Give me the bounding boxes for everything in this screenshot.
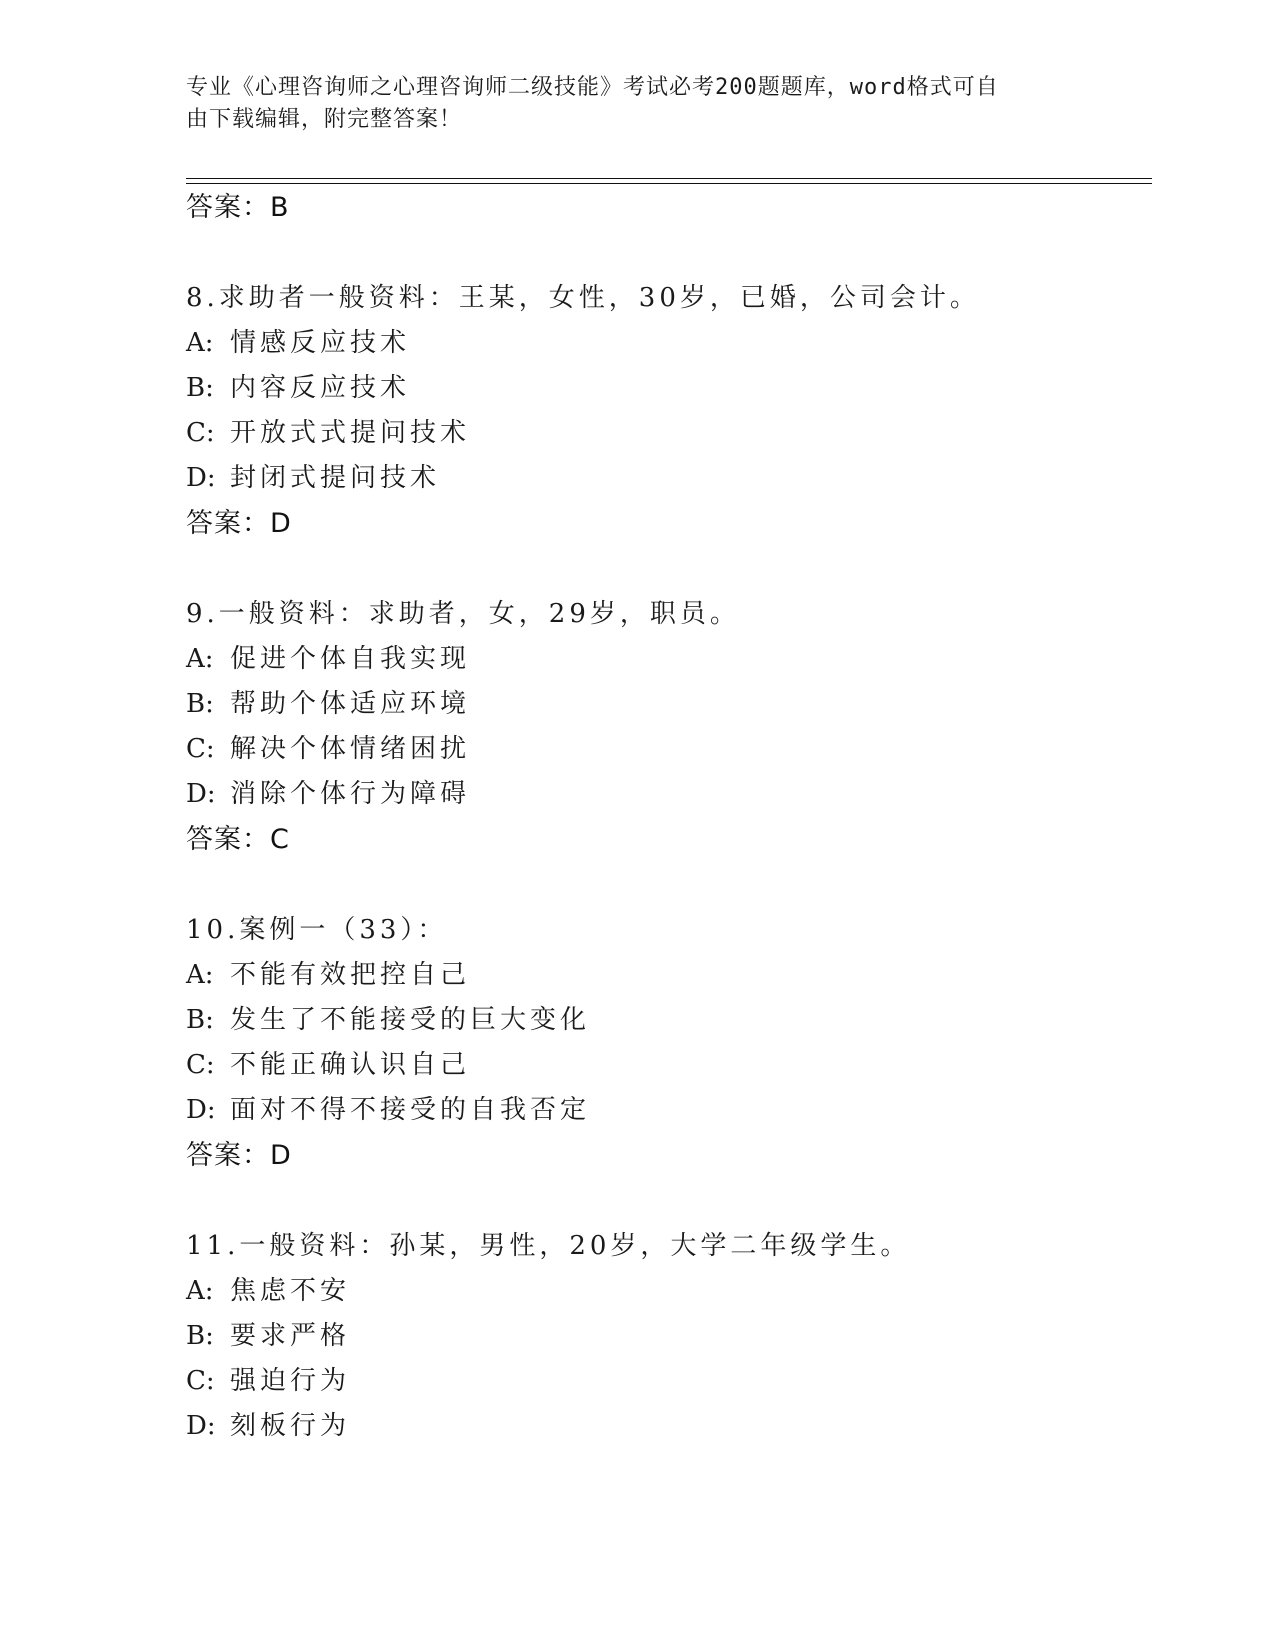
option-10-b (186, 1002, 590, 1038)
option-letter: B: (186, 1005, 214, 1035)
option-letter: D: (186, 463, 216, 493)
option-text: 解决个体情绪困扰 (230, 734, 471, 764)
option-11-c (186, 1363, 350, 1399)
option-text: 刻板行为 (230, 1411, 351, 1441)
option-text: 发生了不能接受的巨大变化 (230, 1005, 591, 1035)
answer-8: 答案：D (186, 508, 292, 539)
option-letter: C: (186, 418, 215, 448)
option-text: 开放式式提问技术 (230, 418, 471, 448)
header-divider-bottom (186, 183, 1152, 184)
option-letter: A: (186, 1276, 214, 1306)
option-text: 要求严格 (230, 1321, 351, 1351)
question-stem-11: 11.一般资料：孙某，男性，20岁，大学二年级学生。 (186, 1231, 911, 1261)
option-letter: C: (186, 1050, 215, 1080)
option-10-a (186, 957, 470, 993)
option-letter: B: (186, 689, 214, 719)
question-stem-8: 8.求助者一般资料：王某，女性，30岁，已婚，公司会计。 (186, 283, 980, 313)
option-10-d (186, 1092, 590, 1128)
option-10-c (186, 1047, 470, 1083)
document-header (186, 72, 1066, 136)
option-letter: D: (186, 1411, 216, 1441)
option-text: 面对不得不接受的自我否定 (230, 1095, 591, 1125)
option-11-a (186, 1273, 350, 1309)
option-text: 不能正确认识自己 (230, 1050, 471, 1080)
option-11-d (186, 1408, 350, 1444)
option-letter: A: (186, 960, 214, 990)
option-letter: A: (186, 328, 214, 358)
option-8-c (186, 415, 470, 451)
option-9-b (186, 686, 470, 722)
option-text: 焦虑不安 (230, 1276, 351, 1306)
question-stem-9: 9.一般资料：求助者，女，29岁，职员。 (186, 599, 740, 629)
option-9-a (186, 641, 470, 677)
option-8-a (186, 325, 410, 361)
option-letter: B: (186, 1321, 214, 1351)
option-text: 强迫行为 (230, 1366, 351, 1396)
option-text: 内容反应技术 (230, 373, 411, 403)
option-letter: A: (186, 644, 214, 674)
option-text: 帮助个体适应环境 (230, 689, 471, 719)
header-divider-top (186, 178, 1152, 179)
option-9-d (186, 776, 470, 812)
option-text: 消除个体行为障碍 (230, 779, 471, 809)
option-text: 促进个体自我实现 (230, 644, 471, 674)
option-text: 不能有效把控自己 (230, 960, 471, 990)
option-9-c (186, 731, 470, 767)
option-text: 封闭式提问技术 (230, 463, 441, 493)
option-letter: B: (186, 373, 214, 403)
option-text: 情感反应技术 (230, 328, 411, 358)
previous-answer: 答案：B (186, 192, 290, 223)
answer-9: 答案：C (186, 824, 290, 855)
question-stem-10: 10.案例一（33）： (186, 915, 448, 945)
option-8-d (186, 460, 440, 496)
answer-10: 答案：D (186, 1140, 292, 1171)
header-line-2: 由下载编辑，附完整答案！ (186, 107, 463, 132)
option-8-b (186, 370, 410, 406)
option-letter: C: (186, 1366, 215, 1396)
option-letter: C: (186, 734, 215, 764)
option-letter: D: (186, 1095, 216, 1125)
option-11-b (186, 1318, 350, 1354)
header-line-1: 专业《心理咨询师之心理咨询师二级技能》考试必考200题题库，word格式可自 (186, 75, 999, 100)
option-letter: D: (186, 779, 216, 809)
